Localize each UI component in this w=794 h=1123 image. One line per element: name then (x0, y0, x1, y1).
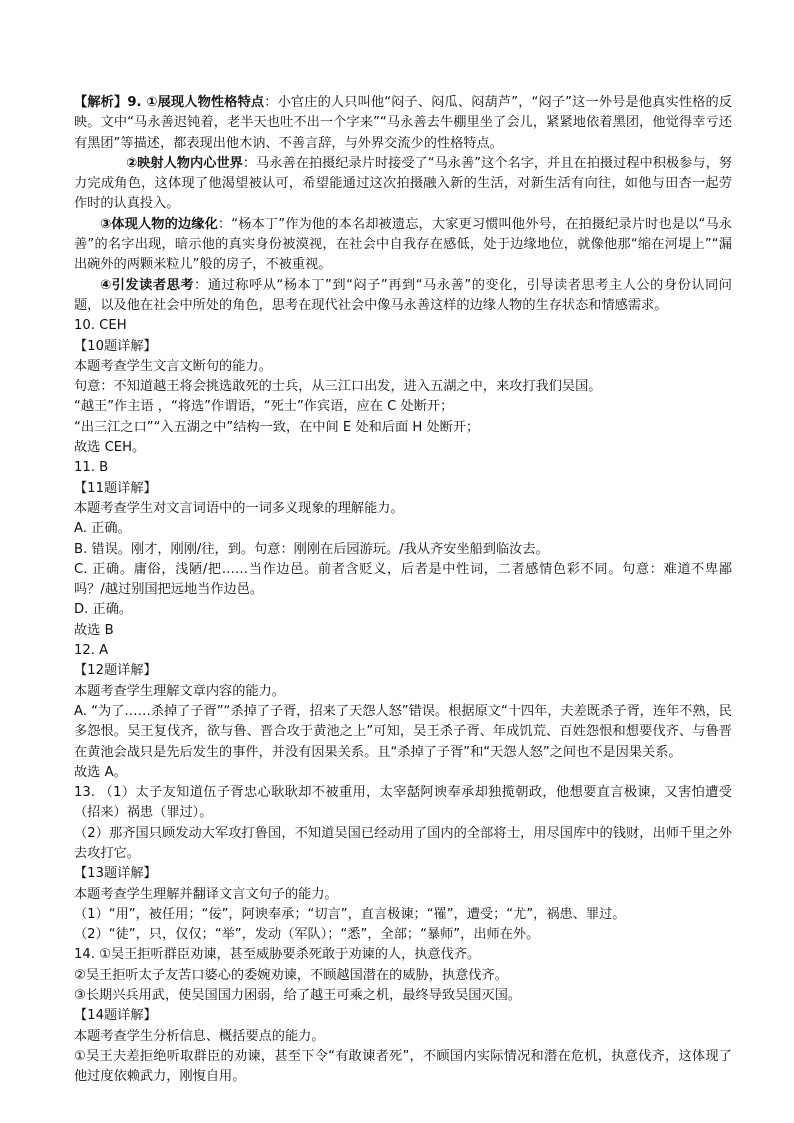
answer-line: （1）“用”，被任用；“佞”，阿谀奉承；“切言”，直言极谏；“罹”，遭受；“尤”，祸患、罪过。 (74, 906, 626, 922)
answer-line: ①吴王夫差拒绝听取群臣的劝谏，甚至下令“有敢谏者死”，不顾国内实际情况和潜在危机，执意伐齐，这体现了他过度依赖武力，刚愎自用。 (74, 1048, 732, 1085)
answer-line: “出三江之口”“入五湖之中”结构一致，在中间 E 处和后面 H 处断开； (74, 419, 480, 435)
q9-point-4-head: ④引发读者思考 (100, 277, 195, 293)
answer-line: 故选 CEH。 (74, 440, 146, 456)
answer-line: D. 正确。 (74, 602, 133, 618)
q9-point-4-body: ：通过称呼从“杨本丁”到“闷子”再到“马永善”的变化，引导读者思考主人公的身份认同问题，以及他在社会中所处的角色，思考在现代社会中像马永善这样的边缘人物的生存状态和情感需求。 (74, 277, 732, 313)
answer-line: 故选 B (74, 622, 114, 638)
answer-line: A. “为了……杀掉了子胥”“杀掉了子胥，招来了天怨人怒”错误。根据原文“十四年，夫差既杀子胥，连年不熟，民多怨恨。吴王复伐齐，欲与鲁、晋合攻于黄池之上”可知，吴王杀子胥、年成饥荒、百姓怨恨和想要伐齐、与鲁晋在黄池会战只是先后发生的事件，并没有因果关系。且“杀掉了子胥”和“天怨人怒”之间也不是因果关系。 (74, 703, 732, 760)
answer-line: ②吴王拒听太子友苦口婆心的委婉劝谏，不顾越国潜在的威胁，执意伐齐。 (74, 967, 508, 983)
answer-line: 12. A (74, 643, 109, 659)
section-heading: 【11题详解】 (74, 480, 157, 496)
answer-line: 本题考查学生分析信息、概括要点的能力。 (74, 1028, 325, 1044)
q9-point-3-head: ③体现人物的边缘化 (100, 216, 218, 232)
answer-line: C. 正确。庸俗，浅陋/把……当作边邑。前者含贬义，后者是中性词，二者感情色彩不同。句意：难道不卑鄙吗？/越过别国把远地当作边邑。 (74, 561, 732, 598)
answer-line: 14. ①吴王拒听群臣劝谏，甚至威胁要杀死敢于劝谏的人，执意伐齐。 (74, 947, 481, 963)
answer-line: “越王”作主语 ，“将选”作谓语，“死士”作宾语，应在 C 处断开； (74, 399, 454, 415)
answer-line: 11. B (74, 460, 109, 476)
section-heading: 【12题详解】 (74, 663, 157, 679)
section-heading: 【13题详解】 (74, 866, 157, 882)
answer-line: 故选 A。 (74, 764, 127, 780)
answer-line: （2）“徒”，只，仅仅；“举”，发动（军队）；“悉”，全部；“暴师”，出师在外。 (74, 927, 540, 943)
q9-point-1-head: ①展现人物性格特点 (146, 95, 265, 110)
answer-line: 13. （1）太子友知道伍子胥忠心耿耿却不被重用，太宰嚭阿谀奉承却独揽朝政，他想要直言极谏，又害怕遭受（招来）祸患（罪过）。 (74, 785, 732, 821)
answer-line: 10. CEH (74, 318, 127, 334)
q9-para-4 (74, 276, 732, 317)
q9-lead: 【解析】9. (74, 95, 147, 110)
answer-line: （2）那齐国只顾发动大军攻打鲁国，不知道吴国已经动用了国内的全部将士，用尽国库中的钱财，出师千里之外去攻打它。 (74, 825, 732, 861)
q9-point-3-body: ：“杨本丁”作为他的本名却被遗忘，大家更习惯叫他外号，在拍摄纪录片时也是以“马永善”的名字出现，暗示他的真实身份被漠视，在社会中自我存在感低，处于边缘地位，就像他那“缩在河堤上”“漏出碗外的两颗米粒儿”般的房子，不被重视。 (74, 216, 732, 273)
q9-para-2 (74, 154, 732, 215)
answer-line: 句意：不知道越王将会挑选敢死的士兵，从三江口出发，进入五湖之中，来攻打我们吴国。 (74, 379, 602, 395)
q9-point-2-body: ：马永善在拍摄纪录片时接受了“马永善”这个名字，并且在拍摄过程中积极参与，努力完成角色，这体现了他渴望被认可，希望能通过这次拍摄融入新的生活，对新生活有向往，如他与田杏一起劳作时的认真投入。 (74, 155, 732, 212)
answer-line: ③长期兴兵用武，使吴国国力困弱，给了越王可乘之机，最终导致吴国灭国。 (74, 988, 522, 1004)
answer-line: 本题考查学生文言文断句的能力。 (74, 358, 272, 374)
answer-line: A. 正确。 (74, 521, 131, 537)
q9-point-1-body: ：小官庄的人只叫他“闷子、闷瓜、闷葫芦”，“闷子”这一外号是他真实性格的反映。文中“马永善迟钝着，老半天也吐不出一个字来”“马永善去牛棚里坐了会儿，紧紧地依着黑团，他觉得幸亏还有黑团”等描述，都表现出他木讷、不善言辞，与外界交流少的性格特点。 (74, 95, 733, 151)
answer-page (74, 93, 732, 1088)
answer-line: 本题考查学生理解文章内容的能力。 (74, 683, 285, 699)
answer-line: 本题考查学生对文言词语中的一词多义现象的理解能力。 (74, 500, 404, 516)
section-heading: 【10题详解】 (74, 338, 157, 354)
answer-line: B. 错误。刚才，刚刚/往，到。句意：刚刚在后园游玩。/我从齐安坐船到临汝去。 (74, 541, 549, 557)
section-heading: 【14题详解】 (74, 1008, 157, 1024)
q9-point-2-head: ②映射人物内心世界 (126, 155, 243, 171)
q9-para-3 (74, 215, 732, 276)
q9-para-1 (74, 93, 732, 154)
answer-line: 本题考查学生理解并翻译文言文句子的能力。 (74, 886, 338, 902)
